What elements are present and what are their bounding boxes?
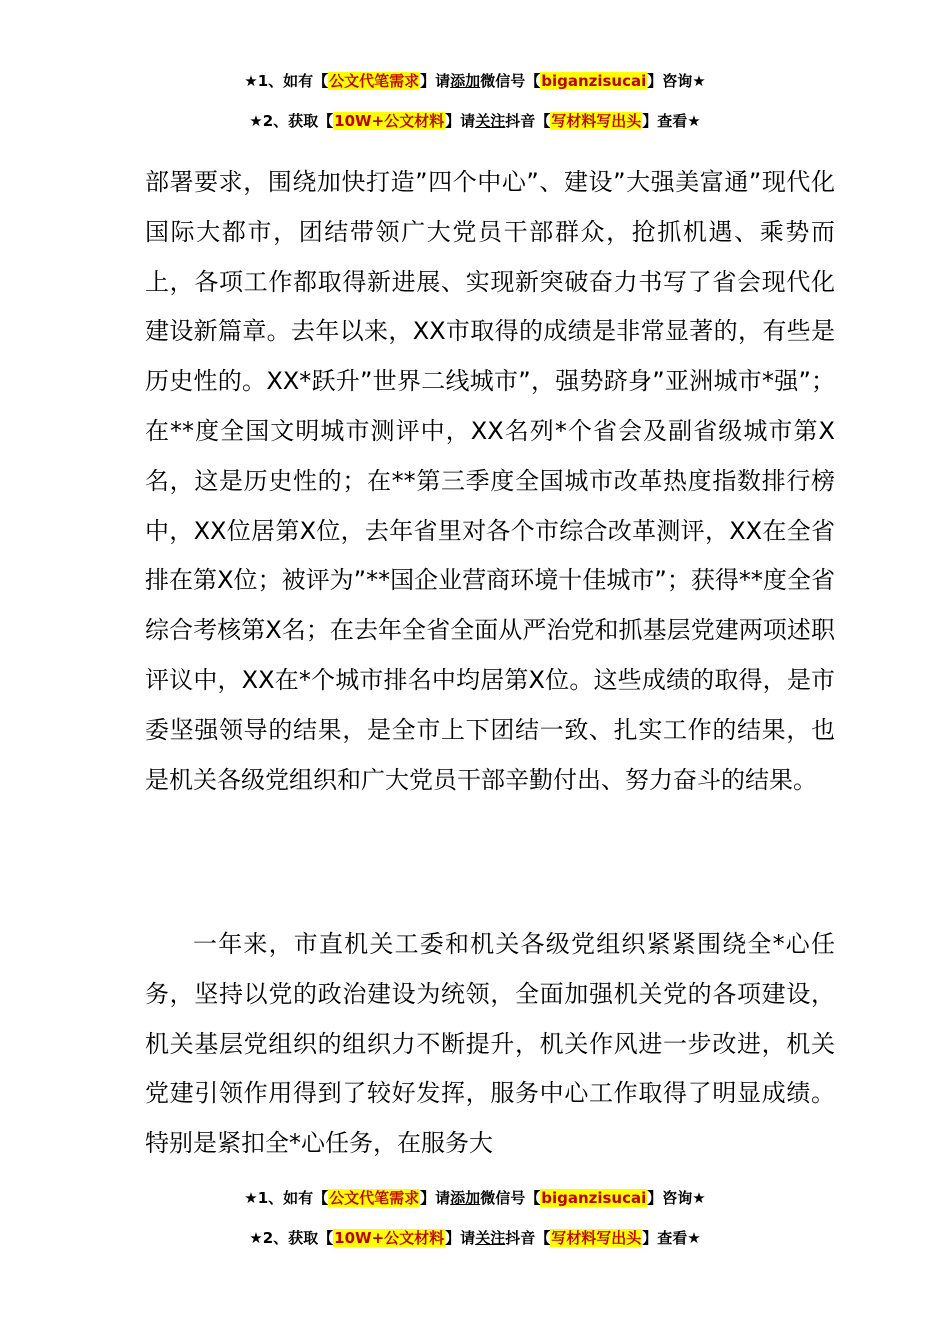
banner-text: 1、如有【 — [257, 72, 329, 90]
header-banner-line-1 — [0, 70, 950, 92]
banner-text: 】请 — [420, 1189, 451, 1207]
banner-text: 】请 — [420, 72, 451, 90]
banner-text: 微信号【 — [480, 72, 541, 90]
highlight-service: 公文代笔需求 — [329, 72, 420, 90]
header-banner-line-2 — [0, 110, 950, 132]
star-icon: ★ — [692, 72, 706, 90]
banner-text: 抖音【 — [505, 112, 551, 130]
underlined-text: 关注 — [475, 1229, 506, 1247]
banner-text: 微信号【 — [480, 1189, 541, 1207]
footer-banner-line-1 — [0, 1187, 950, 1209]
star-icon: ★ — [687, 1229, 701, 1247]
highlight-douyin-id: 写材料写出头 — [551, 112, 642, 130]
banner-text: 】请 — [445, 112, 476, 130]
star-icon: ★ — [249, 1229, 263, 1247]
banner-text: 】查看 — [642, 1229, 688, 1247]
highlight-wechat-id: biganzisucai — [541, 72, 647, 90]
highlight-materials: 10W+公文材料 — [334, 112, 445, 130]
body-paragraph-1: 部署要求，围绕加快打造”四个中心”、建设”大强美富通”现代化国际大都市，团结带领广大党员干部群众，抢抓机遇、乘势而上，各项工作都取得新进展、实现新突破奋力书写了省会现代化建设新篇章。去年以来，XX市取得的成绩是非常显著的，有些是历史性的。XX*跃升”世界二线城市”，强势跻身”亚洲城市*强”；在**度全国文明城市测评中，XX名列*个省会及副省级城市第X名，这是历史性的；在**第三季度全国城市改革热度指数排行榜中，XX位居第X位，去年省里对各个市综合改革测评，XX在全省排在第X位；被评为”**国企业营商环境十佳城市”；获得**度全省综合考核第X名；在去年全省全面从严治党和抓基层党建两项述职评议中，XX在*个城市排名中均居第X位。这些成绩的取得，是市委坚强领导的结果，是全市上下团结一致、扎实工作的结果，也是机关各级党组织和广大党员干部辛勤付出、努力奋斗的结果。 — [145, 168, 835, 794]
banner-text: 2、获取【 — [262, 112, 334, 130]
banner-text: 抖音【 — [505, 1229, 551, 1247]
star-icon: ★ — [249, 112, 263, 130]
underlined-text: 添加 — [450, 1189, 481, 1207]
highlight-materials: 10W+公文材料 — [334, 1229, 445, 1247]
banner-text: 2、获取【 — [262, 1229, 334, 1247]
underlined-text: 关注 — [475, 112, 506, 130]
banner-text: 1、如有【 — [257, 1189, 329, 1207]
highlight-douyin-id: 写材料写出头 — [551, 1229, 642, 1247]
highlight-service: 公文代笔需求 — [329, 1189, 420, 1207]
underlined-text: 添加 — [450, 72, 481, 90]
banner-text: 】咨询 — [647, 1189, 693, 1207]
banner-text: 】请 — [445, 1229, 476, 1247]
highlight-wechat-id: biganzisucai — [541, 1189, 647, 1207]
star-icon: ★ — [687, 112, 701, 130]
star-icon: ★ — [244, 72, 258, 90]
star-icon: ★ — [244, 1189, 258, 1207]
body-paragraph-2: 一年来，市直机关工委和机关各级党组织紧紧围绕全*心任务，坚持以党的政治建设为统领，全面加强机关党的各项建设，机关基层党组织的组织力不断提升，机关作风进一步改进，机关党建引领作用得到了较好发挥，服务中心工作取得了明显成绩。特别是紧扣全*心任务，在服务大 — [145, 930, 835, 1158]
star-icon: ★ — [692, 1189, 706, 1207]
footer-banner-line-2 — [0, 1227, 950, 1249]
banner-text: 】咨询 — [647, 72, 693, 90]
banner-text: 】查看 — [642, 112, 688, 130]
